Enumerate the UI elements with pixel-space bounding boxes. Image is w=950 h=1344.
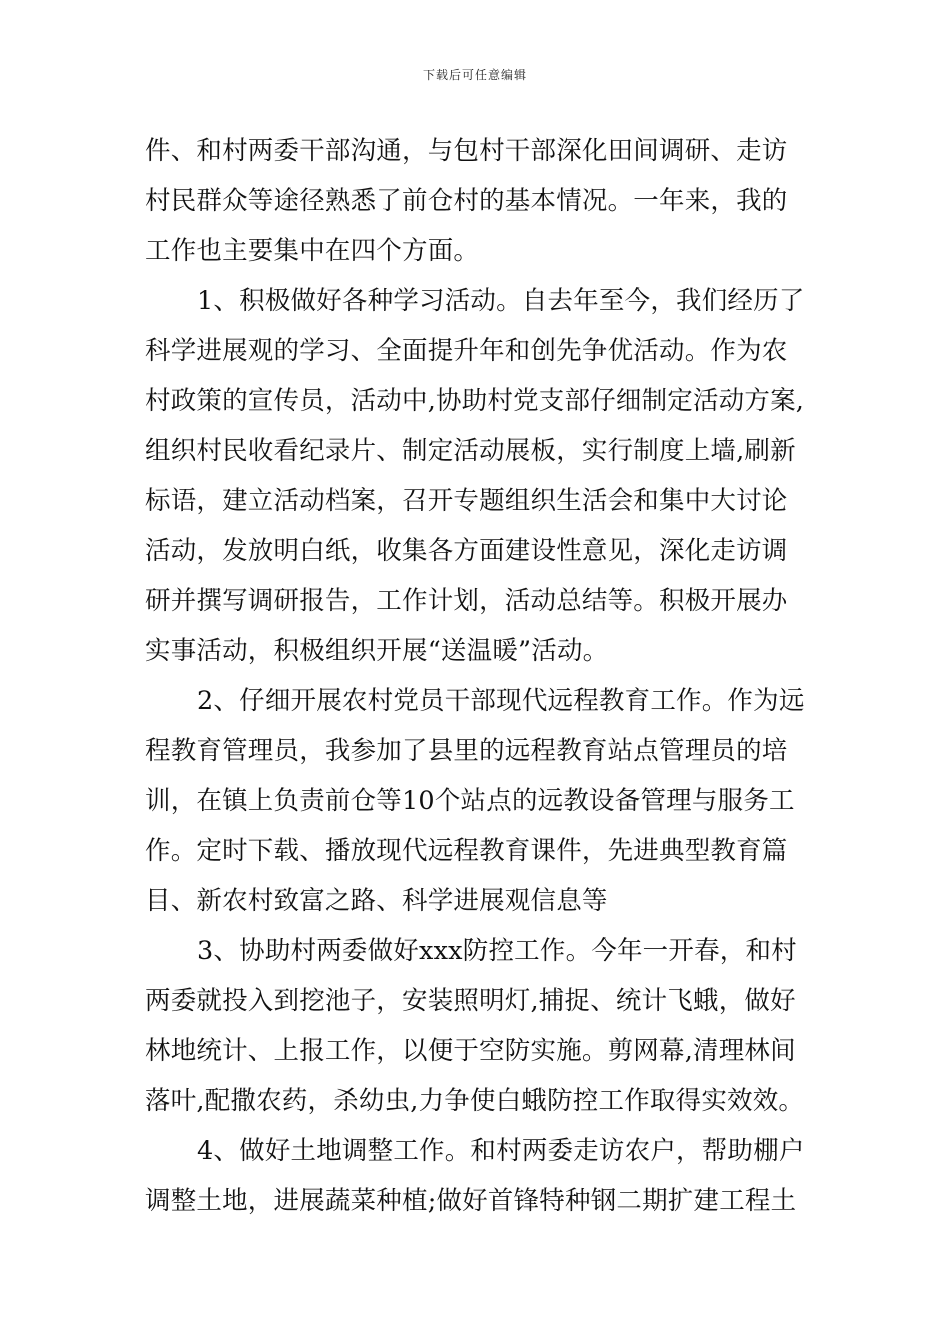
paragraph-study-activities	[145, 276, 809, 676]
text-line: 组织村民收看纪录片、制定活动展板，实行制度上墙,刷新	[145, 436, 796, 466]
text-line: 实事活动，积极组织开展“送温暖”活动。	[145, 636, 609, 666]
paragraph-remote-education	[145, 676, 809, 926]
text-line: 目、新农村致富之路、科学进展观信息等	[145, 886, 608, 916]
text-line: 程教育管理员，我参加了县里的远程教育站点管理员的培	[145, 736, 788, 766]
text-line: 标语，建立活动档案，召开专题组织生活会和集中大讨论	[145, 486, 788, 516]
text-line: 件、和村两委干部沟通，与包村干部深化田间调研、走访	[145, 136, 788, 166]
text-line: 4、做好土地调整工作。和村两委走访农户，帮助棚户	[197, 1136, 805, 1166]
text-line: 落叶,配撒农药，杀幼虫,力争使白蛾防控工作取得实效效。	[145, 1086, 805, 1116]
text-line: 科学进展观的学习、全面提升年和创先争优活动。作为农	[145, 336, 788, 366]
text-line: 村民群众等途径熟悉了前仓村的基本情况。一年来，我的	[145, 186, 788, 216]
document-body	[145, 126, 809, 1226]
text-line: 两委就投入到挖池子，安装照明灯,捕捉、统计飞蛾，做好	[145, 986, 796, 1016]
text-line: 2、仔细开展农村党员干部现代远程教育工作。作为远	[197, 686, 805, 716]
page-header: 下载后可任意编辑	[422, 68, 527, 82]
text-line: 训，在镇上负责前仓等10个站点的远教设备管理与服务工	[145, 786, 795, 816]
text-line: 活动，发放明白纸，收集各方面建设性意见，深化走访调	[145, 536, 788, 566]
text-line: 1、积极做好各种学习活动。自去年至今，我们经历了	[197, 286, 805, 316]
text-line: 林地统计、上报工作，以便于空防实施。剪网幕,清理林间	[145, 1036, 796, 1066]
text-line: 作。定时下载、播放现代远程教育课件，先进典型教育篇	[145, 836, 788, 866]
text-line: 3、协助村两委做好xxx防控工作。今年一开春，和村	[197, 936, 797, 966]
paragraph-land-adjustment	[145, 1126, 809, 1226]
text-line: 研并撰写调研报告，工作计划，活动总结等。积极开展办	[145, 586, 788, 616]
paragraph-continuation	[145, 126, 809, 276]
text-line: 工作也主要集中在四个方面。	[145, 236, 480, 266]
text-line: 调整土地，进展蔬菜种植;做好首锋特种钢二期扩建工程土	[145, 1186, 797, 1216]
text-line: 村政策的宣传员，活动中,协助村党支部仔细制定活动方案,	[145, 386, 805, 416]
paragraph-prevention-control	[145, 926, 809, 1126]
